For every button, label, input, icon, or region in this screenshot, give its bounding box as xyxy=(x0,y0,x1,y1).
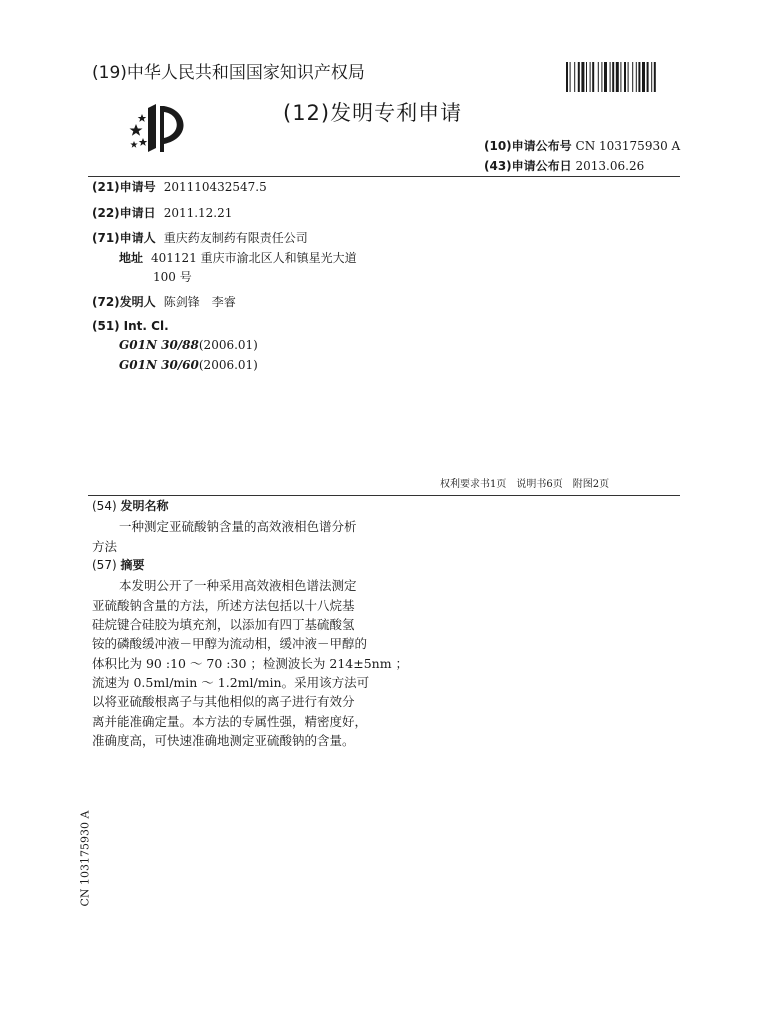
pub-date-label: 申请公布日 xyxy=(511,159,572,173)
barcode-bar xyxy=(624,62,626,92)
barcode-bar xyxy=(581,62,584,92)
barcode-bar xyxy=(620,62,621,92)
app-date-code: (22) xyxy=(92,206,120,220)
applicant-label: 申请人 xyxy=(119,231,156,245)
divider-middle xyxy=(88,495,680,496)
abstract-line: 本发明公开了一种采用高效液相色谱法测定 xyxy=(119,578,357,593)
barcode-bar xyxy=(628,62,629,92)
pub-date-value: 2013.06.26 xyxy=(575,159,645,173)
invention-title-line: 一种测定亚硫酸钠含量的高效液相色谱分析 xyxy=(119,519,357,534)
applicant-value: 重庆药友制药有限责任公司 xyxy=(163,231,308,245)
barcode-bar xyxy=(612,62,614,92)
barcode-bar xyxy=(566,62,568,92)
app-no-label: 申请号 xyxy=(119,180,156,194)
abstract-heading xyxy=(92,556,144,573)
invention-title-code: (54) xyxy=(92,499,117,513)
barcode-bar xyxy=(586,62,587,92)
barcode-bar xyxy=(598,62,599,92)
barcode-bar xyxy=(610,62,611,92)
ipc-version: (2006.01) xyxy=(198,358,258,372)
office-code: (19) xyxy=(92,63,127,83)
document-title xyxy=(283,97,462,127)
barcode-bar xyxy=(636,62,637,92)
ipc-entry xyxy=(119,338,258,352)
applicant xyxy=(92,229,308,246)
intcl-code: (51) xyxy=(92,319,120,333)
barcode-bar xyxy=(632,62,633,92)
address-continued xyxy=(153,268,192,285)
application-date xyxy=(92,204,232,221)
barcode-bar xyxy=(651,62,652,92)
abstract-line: 铵的磷酸缓冲液－甲醇为流动相，缓冲液－甲醇的 xyxy=(92,636,368,651)
abstract-label: 摘要 xyxy=(120,558,145,572)
application-number xyxy=(92,178,267,195)
address xyxy=(119,249,357,266)
address-line-2: 100 号 xyxy=(153,270,192,284)
barcode-icon xyxy=(566,62,676,92)
inventor-label: 发明人 xyxy=(119,295,156,309)
ipc-entry xyxy=(119,358,258,372)
barcode-bar xyxy=(604,62,607,92)
cnipa-logo-icon xyxy=(126,100,196,156)
ipc-version: (2006.01) xyxy=(198,338,258,352)
abstract-line: 准确度高，可快速准确地测定亚硫酸钠的含量。 xyxy=(92,733,355,748)
applicant-code: (71) xyxy=(92,231,120,245)
divider-top xyxy=(88,176,680,177)
invention-title-line: 方法 xyxy=(92,539,118,554)
pub-number-code: (10) xyxy=(484,139,512,153)
app-no-value: 201110432547.5 xyxy=(163,180,267,194)
barcode-bar xyxy=(578,62,580,92)
abstract-code: (57) xyxy=(92,558,117,572)
publication-number xyxy=(484,137,680,154)
app-no-code: (21) xyxy=(92,180,120,194)
barcode-bar xyxy=(574,62,575,92)
abstract-line: 硅烷键合硅胶为填充剂，以添加有四丁基硫酸氢 xyxy=(92,617,355,632)
pub-date-code: (43) xyxy=(484,159,512,173)
abstract-line: 亚硫酸钠含量的方法，所述方法包括以十八烷基 xyxy=(92,598,355,613)
side-publication-number: CN 103175930 A xyxy=(78,810,92,907)
barcode-bar xyxy=(642,62,645,92)
app-date-label: 申请日 xyxy=(119,206,156,220)
barcode-bar xyxy=(570,62,571,92)
title-code: (12) xyxy=(283,101,331,125)
pub-number-label: 申请公布号 xyxy=(511,139,572,153)
abstract-line: 体积比为 90 :10 ～ 70 :30 ；检测波长为 214±5nm ； xyxy=(92,656,409,671)
invention-title-heading xyxy=(92,497,168,514)
barcode-bar xyxy=(647,62,649,92)
title-text: 发明专利申请 xyxy=(330,101,463,125)
pub-number-value: CN 103175930 A xyxy=(575,139,681,153)
intcl-label: Int. Cl. xyxy=(123,319,169,333)
app-date-value: 2011.12.21 xyxy=(163,206,233,220)
barcode-bar xyxy=(592,62,594,92)
inventor-value: 陈剑锋 李睿 xyxy=(163,295,236,309)
office-line xyxy=(92,58,365,83)
abstract-line: 以将亚硫酸根离子与其他相似的离子进行有效分 xyxy=(92,694,355,709)
abstract-line: 离并能准确定量。本方法的专属性强，精密度好， xyxy=(92,714,368,729)
barcode-bar xyxy=(601,62,602,92)
barcode-bar xyxy=(616,62,619,92)
barcode-bar xyxy=(654,62,656,92)
inventor-code: (72) xyxy=(92,295,120,309)
barcode-bar xyxy=(638,62,640,92)
ipc-code: G01N 30/60 xyxy=(119,358,199,372)
abstract-line: 流速为 0.5ml/min ～ 1.2ml/min。采用该方法可 xyxy=(92,675,370,690)
inventors xyxy=(92,293,236,310)
barcode-bar xyxy=(590,62,591,92)
publication-date xyxy=(484,157,644,174)
address-line-1: 401121 重庆市渝北区人和镇星光大道 xyxy=(151,251,357,265)
ipc-code: G01N 30/88 xyxy=(119,338,199,352)
office-name: 中华人民共和国国家知识产权局 xyxy=(126,63,365,83)
address-label: 地址 xyxy=(119,251,144,265)
invention-title-label: 发明名称 xyxy=(120,499,169,513)
int-cl xyxy=(92,319,169,333)
page-counts: 权利要求书1页 说明书6页 附图2页 xyxy=(440,479,610,490)
